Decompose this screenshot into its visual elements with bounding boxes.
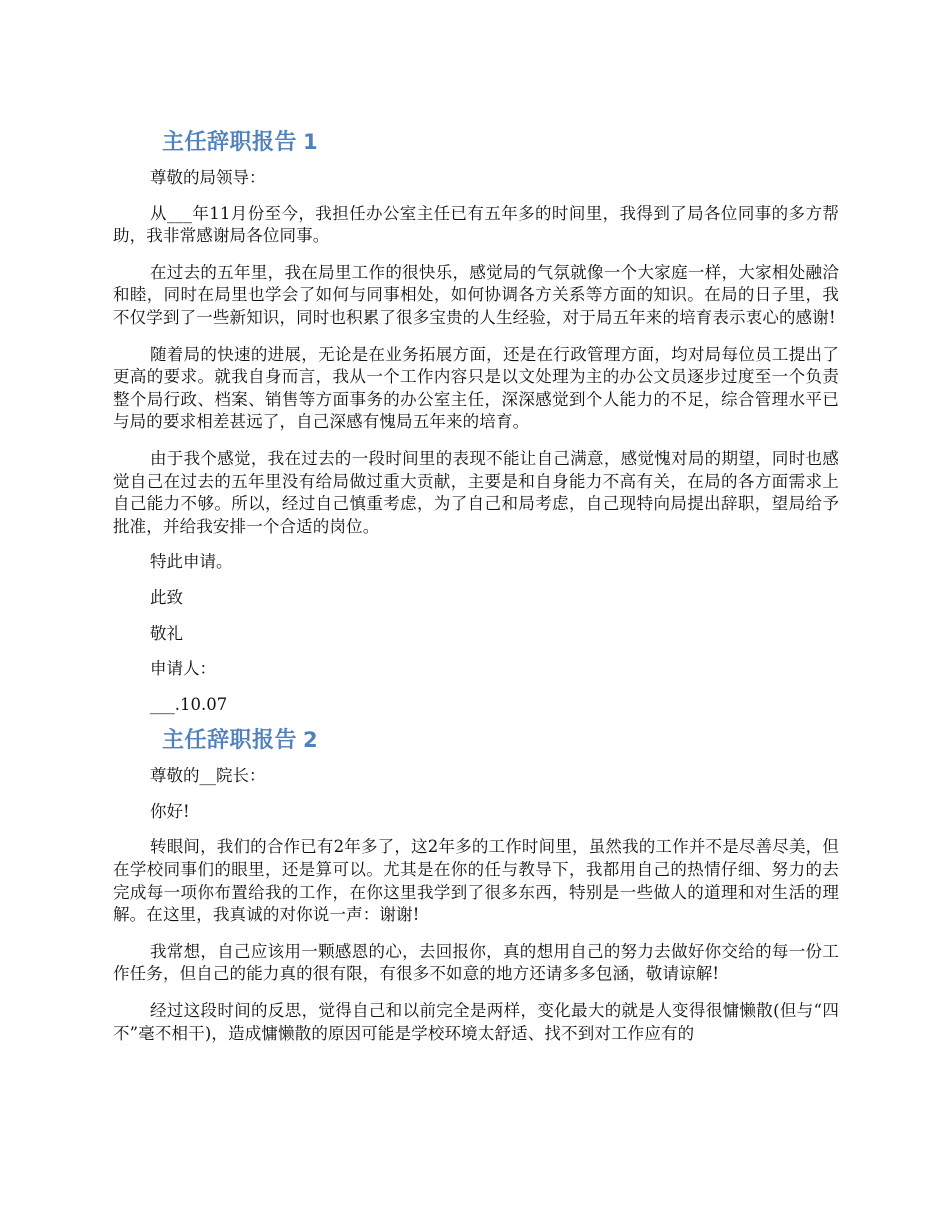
section-1-heading [113,124,839,161]
section-1-salutation: 尊敬的局领导： [150,168,266,187]
section-1-paragraph-3: 随着局的快速的进展，无论是在业务拓展方面，还是在行政管理方面，均对局每位员工提出了更高的要求。就我自身而言，我从一个工作内容只是以文处理为主的办公文员逐步过度至一个负责整个局行政、档案、销售等方面事务的办公室主任，深深感觉到个人能力的不足，综合管理水平已与局的要求相差甚远了，自己深感有愧局五年来的培育。 [113,344,839,432]
section-2-title: 主任辞职报告 [162,728,298,754]
section-2-paragraph-2: 我常想，自己应该用一颗感恩的心，去回报你，真的想用自己的努力去做好你交给的每一份工作任务，但自己的能力真的很有限，有很多不如意的地方还请多多包涵，敬请谅解! [113,941,839,984]
section-1-applicant: 申请人： [150,659,216,679]
section-2-paragraph-1: 转眼间，我们的合作已有2年多了，这2年多的工作时间里，虽然我的工作并不是尽善尽美，但在学校同事们的眼里，还是算可以。尤其是在你的任与教导下，我都用自己的热情仔细、努力的去完成每一项你布置给我的工作，在你这里我学到了很多东西，特别是一些做人的道理和对生活的理解。在这里，我真诚的对你说一声：谢谢! [113,837,839,925]
section-1-number: 1 [303,130,319,154]
document-content [113,124,839,1045]
section-2-salutation: 尊敬的__院长： [150,766,266,786]
section-1-paragraph-1: 从___年11月份至今，我担任办公室主任已有五年多的时间里，我得到了局各位同事的多方帮助，我非常感谢局各位同事。 [113,203,839,246]
section-1-closing-request: 特此申请。 [150,552,233,572]
section-1-paragraph-4: 由于我个感觉，我在过去的一段时间里的表现不能让自己满意，感觉愧对局的期望，同时也感觉自己在过去的五年里没有给局做过重大贡献，主要是和自身能力不高有关，在局的各方面需求上自己能力不够。所以，经过自己慎重考虑，为了自己和局考虑，自己现特向局提出辞职，望局给予批准，并给我安排一个合适的岗位。 [113,448,839,536]
section-2-heading [113,722,839,759]
section-1-paragraph-2: 在过去的五年里，我在局里工作的很快乐，感觉局的气氛就像一个大家庭一样，大家相处融洽和睦，同时在局里也学会了如何与同事相处，如何协调各方关系等方面的知识。在局的日子里，我不仅学到了一些新知识，同时也积累了很多宝贵的人生经验，对于局五年来的培育表示衷心的感谢! [113,262,839,327]
section-1-date: ___.10.07 [150,694,228,714]
section-2-greeting: 你好! [150,801,190,821]
section-2-number: 2 [303,728,319,753]
section-1-closing-ci-zhi: 此致 [150,587,183,607]
section-1-closing-jing-li: 敬礼 [150,623,183,643]
section-2-paragraph-3: 经过这段时间的反思，觉得自己和以前完全是两样，变化最大的就是人变得很慵懒散(但与“四不”毫不相干)，造成慵懒散的原因可能是学校环境太舒适、找不到对工作应有的 [113,1001,839,1043]
section-2-heading-wrap [113,722,839,759]
section-1-title: 主任辞职报告 [162,130,298,155]
